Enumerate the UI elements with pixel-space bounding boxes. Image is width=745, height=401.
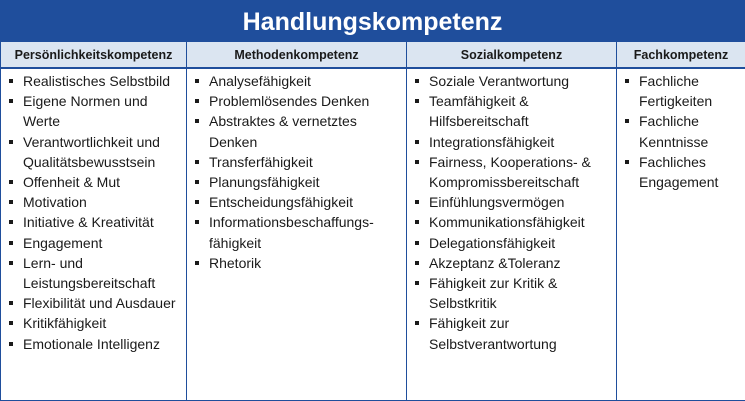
header-row: [1, 42, 745, 68]
list-item: Fähigkeit zur Selbstverantwortung: [415, 313, 614, 353]
bullet-list: [625, 71, 743, 192]
list-item: Transferfähigkeit: [195, 152, 404, 172]
list-item: Eigene Normen und Werte: [9, 91, 184, 131]
list-item: Soziale Verantwortung: [415, 71, 614, 91]
column-header-methodenkompetenz: Methodenkompetenz: [187, 42, 407, 68]
list-item: Planungsfähigkeit: [195, 172, 404, 192]
page-title: Handlungskompetenz: [0, 0, 745, 42]
list-item: Analysefähigkeit: [195, 71, 404, 91]
list-item: Initiative & Kreativität: [9, 212, 184, 232]
list-item: Engagement: [9, 233, 184, 253]
list-item: Flexibilität und Ausdauer: [9, 293, 184, 313]
list-item: Fachliches Engagement: [625, 152, 743, 192]
bullet-list: [195, 71, 404, 273]
list-item: Teamfähigkeit & Hilfsbereitschaft: [415, 91, 614, 131]
list-item: Emotionale Intelligenz: [9, 334, 184, 354]
list-item: Realistisches Selbstbild: [9, 71, 184, 91]
list-item: Kommunikationsfähigkeit: [415, 212, 614, 232]
list-item: Fachliche Fertigkeiten: [625, 71, 743, 111]
list-item: Entscheidungsfähigkeit: [195, 192, 404, 212]
list-item: Problemlösendes Denken: [195, 91, 404, 111]
column-sozialkompetenz: [407, 68, 617, 401]
list-item: Akzeptanz &Toleranz: [415, 253, 614, 273]
bullet-list: [9, 71, 184, 354]
list-item: Einfühlungsvermögen: [415, 192, 614, 212]
list-item: Kritikfähigkeit: [9, 313, 184, 333]
list-item: Abstraktes & vernetztes Denken: [195, 111, 404, 151]
list-item: Delegationsfähigkeit: [415, 233, 614, 253]
list-item: Fähigkeit zur Kritik & Selbstkritik: [415, 273, 614, 313]
list-item: Integrationsfähigkeit: [415, 132, 614, 152]
competence-table: [0, 42, 745, 401]
content-row: [1, 68, 745, 401]
list-item: Rhetorik: [195, 253, 404, 273]
list-item: Fairness, Kooperations- & Kompromissbereitschaft: [415, 152, 614, 192]
list-item: Lern- und Leistungsbereitschaft: [9, 253, 184, 293]
list-item: Motivation: [9, 192, 184, 212]
column-persoenlichkeitskompetenz: [1, 68, 187, 401]
list-item: Offenheit & Mut: [9, 172, 184, 192]
list-item: Fachliche Kenntnisse: [625, 111, 743, 151]
list-item: Verantwortlichkeit und Qualitätsbewusstsein: [9, 132, 184, 172]
column-fachkompetenz: [617, 68, 745, 401]
column-header-sozialkompetenz: Sozialkompetenz: [407, 42, 617, 68]
column-header-persoenlichkeitskompetenz: Persönlichkeitskompetenz: [1, 42, 187, 68]
list-item: Informationsbeschaffungs-fähigkeit: [195, 212, 404, 252]
column-header-fachkompetenz: Fachkompetenz: [617, 42, 745, 68]
column-methodenkompetenz: [187, 68, 407, 401]
bullet-list: [415, 71, 614, 354]
